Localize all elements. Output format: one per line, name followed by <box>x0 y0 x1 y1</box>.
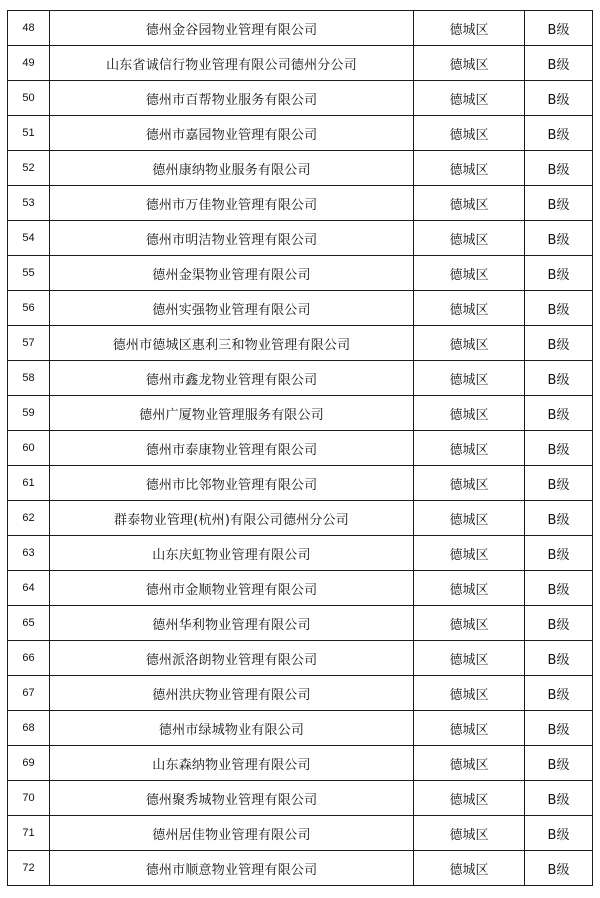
row-number-cell: 63 <box>8 536 50 571</box>
row-number-cell: 53 <box>8 186 50 221</box>
table-row <box>8 46 593 81</box>
row-number-cell: 71 <box>8 816 50 851</box>
district-cell: 德城区 <box>414 361 525 396</box>
grade-cell: B级 <box>525 256 593 291</box>
table-row <box>8 116 593 151</box>
row-number-cell: 56 <box>8 291 50 326</box>
grade-cell: B级 <box>525 151 593 186</box>
district-cell: 德城区 <box>414 326 525 361</box>
row-number-cell: 49 <box>8 46 50 81</box>
table-row <box>8 466 593 501</box>
grade-cell: B级 <box>525 641 593 676</box>
district-cell: 德城区 <box>414 536 525 571</box>
district-cell: 德城区 <box>414 501 525 536</box>
company-name-cell: 德州市泰康物业管理有限公司 <box>50 431 414 466</box>
company-name-cell: 德州市百帮物业服务有限公司 <box>50 81 414 116</box>
grade-cell: B级 <box>525 361 593 396</box>
grade-cell: B级 <box>525 676 593 711</box>
district-cell: 德城区 <box>414 781 525 816</box>
table-row <box>8 186 593 221</box>
district-cell: 德城区 <box>414 116 525 151</box>
table-row <box>8 676 593 711</box>
table-row <box>8 431 593 466</box>
grade-cell: B级 <box>525 186 593 221</box>
company-name-cell: 德州实强物业管理有限公司 <box>50 291 414 326</box>
grade-cell: B级 <box>525 221 593 256</box>
row-number-cell: 60 <box>8 431 50 466</box>
company-name-cell: 德州市鑫龙物业管理有限公司 <box>50 361 414 396</box>
company-name-cell: 德州派洛朗物业管理有限公司 <box>50 641 414 676</box>
district-cell: 德城区 <box>414 46 525 81</box>
grade-cell: B级 <box>525 536 593 571</box>
district-cell: 德城区 <box>414 81 525 116</box>
grade-cell: B级 <box>525 851 593 886</box>
table-row <box>8 746 593 781</box>
row-number-cell: 57 <box>8 326 50 361</box>
document-page <box>7 10 592 886</box>
district-cell: 德城区 <box>414 431 525 466</box>
company-name-cell: 德州康纳物业服务有限公司 <box>50 151 414 186</box>
row-number-cell: 51 <box>8 116 50 151</box>
company-name-cell: 德州市万佳物业管理有限公司 <box>50 186 414 221</box>
table-row <box>8 641 593 676</box>
row-number-cell: 72 <box>8 851 50 886</box>
district-cell: 德城区 <box>414 11 525 46</box>
district-cell: 德城区 <box>414 851 525 886</box>
company-name-cell: 德州聚秀城物业管理有限公司 <box>50 781 414 816</box>
table-row <box>8 816 593 851</box>
table-row <box>8 781 593 816</box>
district-cell: 德城区 <box>414 221 525 256</box>
district-cell: 德城区 <box>414 816 525 851</box>
grade-cell: B级 <box>525 466 593 501</box>
district-cell: 德城区 <box>414 396 525 431</box>
table-row <box>8 711 593 746</box>
table-body <box>8 11 593 886</box>
row-number-cell: 54 <box>8 221 50 256</box>
grade-cell: B级 <box>525 781 593 816</box>
table-row <box>8 396 593 431</box>
row-number-cell: 61 <box>8 466 50 501</box>
company-rating-table <box>7 10 593 886</box>
grade-cell: B级 <box>525 291 593 326</box>
grade-cell: B级 <box>525 816 593 851</box>
grade-cell: B级 <box>525 431 593 466</box>
company-name-cell: 德州市金顺物业管理有限公司 <box>50 571 414 606</box>
company-name-cell: 德州广厦物业管理服务有限公司 <box>50 396 414 431</box>
district-cell: 德城区 <box>414 256 525 291</box>
table-row <box>8 361 593 396</box>
grade-cell: B级 <box>525 746 593 781</box>
table-row <box>8 571 593 606</box>
district-cell: 德城区 <box>414 466 525 501</box>
company-name-cell: 德州市绿城物业有限公司 <box>50 711 414 746</box>
grade-cell: B级 <box>525 326 593 361</box>
company-name-cell: 德州市比邻物业管理有限公司 <box>50 466 414 501</box>
company-name-cell: 德州居佳物业管理有限公司 <box>50 816 414 851</box>
grade-cell: B级 <box>525 81 593 116</box>
grade-cell: B级 <box>525 46 593 81</box>
row-number-cell: 64 <box>8 571 50 606</box>
company-name-cell: 德州金渠物业管理有限公司 <box>50 256 414 291</box>
company-name-cell: 德州金谷园物业管理有限公司 <box>50 11 414 46</box>
row-number-cell: 62 <box>8 501 50 536</box>
row-number-cell: 50 <box>8 81 50 116</box>
company-name-cell: 德州市德城区惠利三和物业管理有限公司 <box>50 326 414 361</box>
grade-cell: B级 <box>525 501 593 536</box>
company-name-cell: 山东省诚信行物业管理有限公司德州分公司 <box>50 46 414 81</box>
company-name-cell: 德州市顺意物业管理有限公司 <box>50 851 414 886</box>
row-number-cell: 48 <box>8 11 50 46</box>
district-cell: 德城区 <box>414 676 525 711</box>
company-name-cell: 德州华利物业管理有限公司 <box>50 606 414 641</box>
company-name-cell: 山东庆虹物业管理有限公司 <box>50 536 414 571</box>
district-cell: 德城区 <box>414 746 525 781</box>
row-number-cell: 65 <box>8 606 50 641</box>
table-row <box>8 501 593 536</box>
table-row <box>8 851 593 886</box>
row-number-cell: 59 <box>8 396 50 431</box>
row-number-cell: 70 <box>8 781 50 816</box>
table-row <box>8 291 593 326</box>
district-cell: 德城区 <box>414 641 525 676</box>
table-row <box>8 256 593 291</box>
table-row <box>8 606 593 641</box>
row-number-cell: 52 <box>8 151 50 186</box>
table-row <box>8 11 593 46</box>
company-name-cell: 德州洪庆物业管理有限公司 <box>50 676 414 711</box>
district-cell: 德城区 <box>414 606 525 641</box>
grade-cell: B级 <box>525 711 593 746</box>
grade-cell: B级 <box>525 116 593 151</box>
district-cell: 德城区 <box>414 291 525 326</box>
district-cell: 德城区 <box>414 571 525 606</box>
row-number-cell: 66 <box>8 641 50 676</box>
row-number-cell: 58 <box>8 361 50 396</box>
company-name-cell: 德州市嘉园物业管理有限公司 <box>50 116 414 151</box>
table-row <box>8 536 593 571</box>
company-name-cell: 群泰物业管理(杭州)有限公司德州分公司 <box>50 501 414 536</box>
district-cell: 德城区 <box>414 186 525 221</box>
row-number-cell: 68 <box>8 711 50 746</box>
district-cell: 德城区 <box>414 151 525 186</box>
grade-cell: B级 <box>525 396 593 431</box>
row-number-cell: 69 <box>8 746 50 781</box>
table-row <box>8 151 593 186</box>
table-row <box>8 81 593 116</box>
company-name-cell: 山东森纳物业管理有限公司 <box>50 746 414 781</box>
district-cell: 德城区 <box>414 711 525 746</box>
row-number-cell: 67 <box>8 676 50 711</box>
grade-cell: B级 <box>525 11 593 46</box>
table-row <box>8 221 593 256</box>
table-row <box>8 326 593 361</box>
grade-cell: B级 <box>525 606 593 641</box>
company-name-cell: 德州市明洁物业管理有限公司 <box>50 221 414 256</box>
grade-cell: B级 <box>525 571 593 606</box>
row-number-cell: 55 <box>8 256 50 291</box>
